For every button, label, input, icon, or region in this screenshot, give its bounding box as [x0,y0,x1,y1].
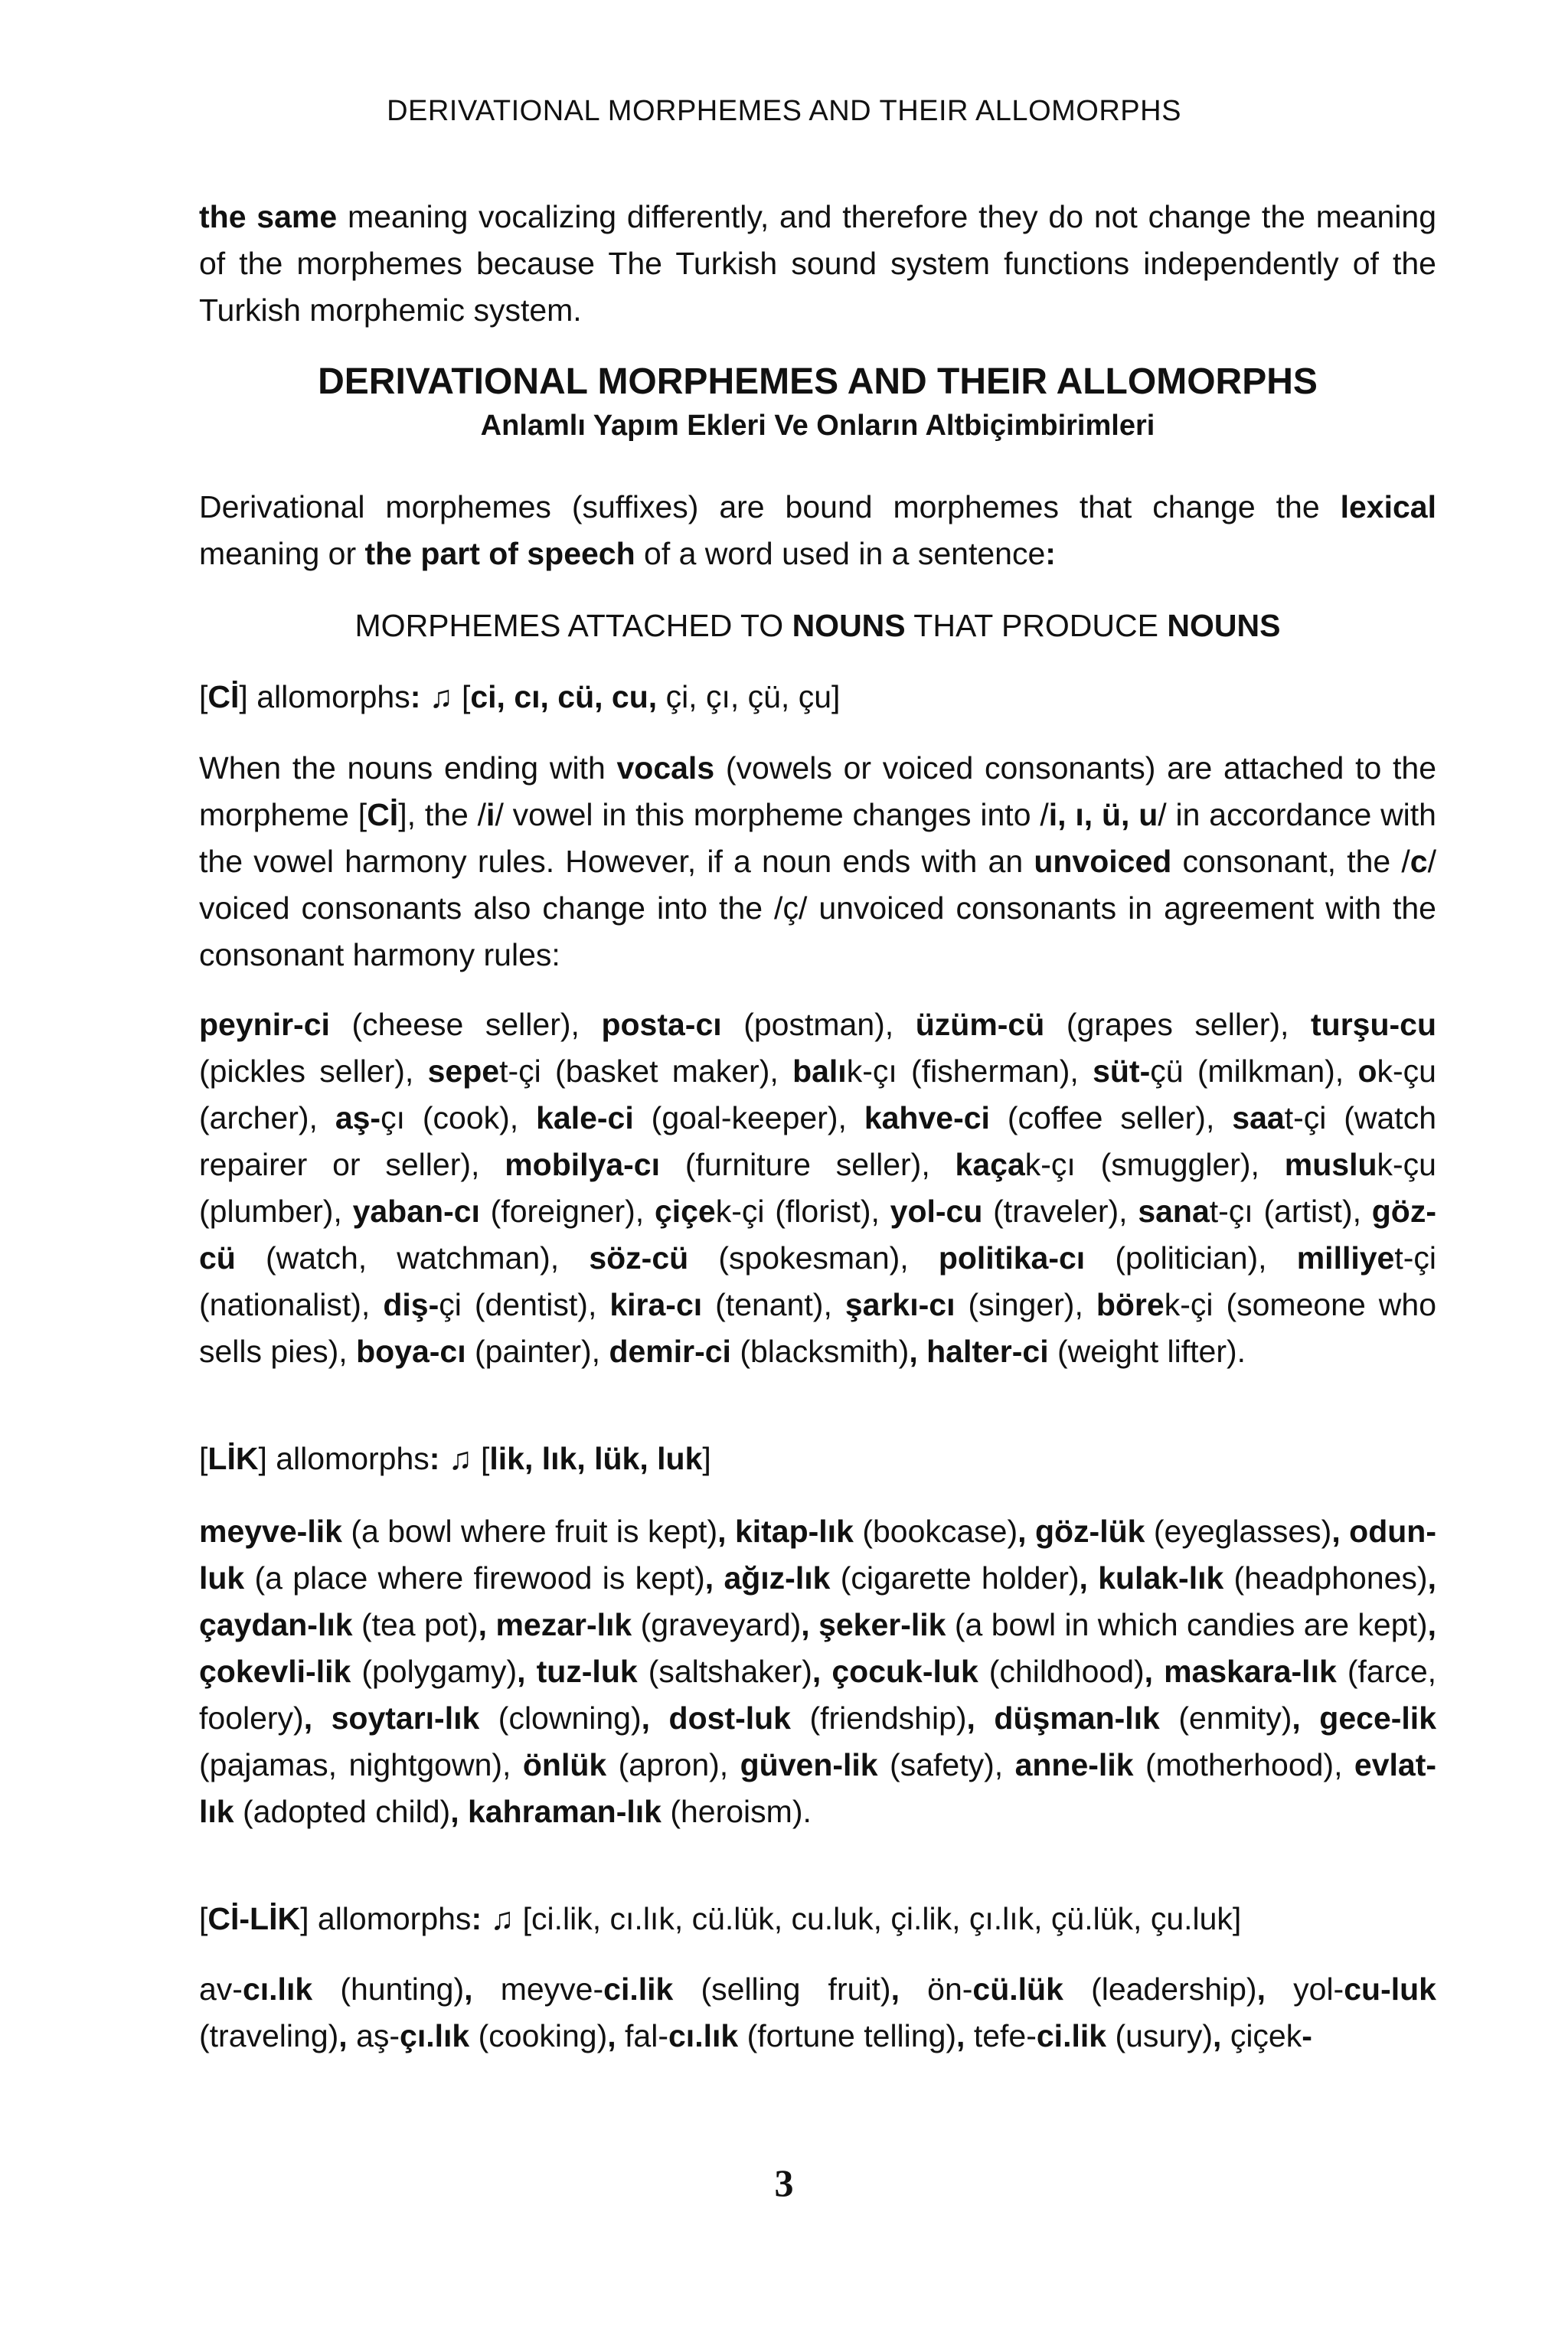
ci-allomorphs-block [199,674,1436,720]
text-run: meyve- [472,1971,604,2007]
text-run: t-çi (nationalist), [199,1240,1436,1322]
bold-term: o [1357,1054,1377,1089]
bold-term: unvoiced [1034,844,1172,879]
text-run: (grapes seller), [1044,1007,1311,1042]
text-run: (bookcase) [853,1514,1018,1549]
text-run: (selling fruit) [673,1971,891,2007]
text-run: (goal-keeper), [633,1100,864,1135]
text-run: (headphones) [1223,1560,1428,1596]
bold-term: kale-ci [536,1100,634,1135]
bold-term: , [890,1971,900,2007]
text-run: (eyeglasses) [1145,1514,1332,1549]
text-run: (vowels or voiced consonants) are attached to the morpheme [ [199,750,1436,832]
bold-term: diş- [383,1287,439,1322]
bold-term: cı.lık [242,1971,313,2007]
bold-term: kira-cı [609,1287,703,1322]
text-run: When the nouns ending with [199,750,617,786]
section-label-bold: NOUNS [792,608,906,643]
allomorphs-label: ] allomorphs [258,1441,430,1476]
text-run: yol- [1265,1971,1344,2007]
bold-term: önlük [522,1747,607,1782]
lik-examples-block [199,1508,1436,1835]
bold-term: balı [792,1054,847,1089]
bold-term: sepe [427,1054,500,1089]
text-run: k-çi (someone who sells pies), [199,1287,1436,1369]
allomorphs-label: ] allomorphs [239,679,410,714]
bold-term: , halter-ci [909,1334,1049,1369]
section-label-text: THAT PRODUCE [905,608,1168,643]
section-subtitle: Anlamlı Yapım Ekleri Ve Onların Altbiçimbirimleri [480,410,1155,442]
definition-block [199,484,1436,577]
bracket: [ [199,679,208,714]
text-run: (heroism). [661,1794,812,1829]
bold-term: saa [1232,1100,1285,1135]
bold-term: , kulak-lık [1079,1560,1224,1596]
bold-term: milliye [1296,1240,1395,1276]
bold-term: şarkı-cı [844,1287,956,1322]
bold-term: , gece-lik [1292,1700,1436,1736]
text-run: k-çı (fisherman), [846,1054,1093,1089]
section-label-bold: NOUNS [1167,608,1281,643]
text-run: (friendship) [790,1700,967,1736]
bold-term: ci.lik [603,1971,674,2007]
text-run: (traveling) [199,2018,339,2053]
text-run: (cigarette holder) [830,1560,1080,1596]
bold-term: cu-luk [1344,1971,1436,2007]
bold-term: , maskara-lık [1144,1654,1337,1689]
text-run: (coffee seller), [989,1100,1233,1135]
bold-term: , [607,2018,616,2053]
text-run: çi (dentist), [439,1287,610,1322]
bold-term: , [1213,2018,1222,2053]
bold-term: demir-ci [609,1334,731,1369]
ci-allomorphs-line [199,674,1436,720]
bold-term: turşu-cu [1311,1007,1436,1042]
text-run: aş- [347,2018,400,2053]
text-run: ön- [899,1971,973,2007]
colon: : [471,1901,482,1936]
text-run: (leadership) [1063,1971,1257,2007]
text-run: (safety), [877,1747,1015,1782]
text-run: k-çı (smuggler), [1024,1147,1285,1182]
definition-colon: : [1045,536,1056,571]
text-run: (childhood) [978,1654,1145,1689]
bold-term: yol-cu [890,1194,983,1229]
cilik-allomorphs-block [199,1896,1436,1942]
bold-term: ci.lik [1036,2018,1107,2053]
bold-term: i, ı, ü, u [1048,797,1158,832]
text-run: fal- [616,2018,668,2053]
text-run: ], the / [398,797,487,832]
bold-term: güven-lik [740,1747,878,1782]
section-label-block [199,603,1436,648]
bold-term: - [1302,2018,1312,2053]
bold-term: sana [1138,1194,1210,1229]
text-run: (postman), [721,1007,916,1042]
text-run: (usury) [1106,2018,1214,2053]
bold-term: , soytarı-lık [303,1700,480,1736]
morpheme-name: Cİ [207,679,240,714]
text-run: / in accordance with the vowel harmony rules. However, if a noun ends with an [199,797,1436,879]
text-run: çı (cook), [381,1100,537,1135]
intro-paragraph [199,194,1436,334]
bold-term: , ağız-lık [704,1560,831,1596]
bold-term: , dost-luk [641,1700,791,1736]
bold-term: , [338,2018,348,2053]
text-run: tefe- [965,2018,1037,2053]
colon: : [429,1441,440,1476]
text-run: (spokesman), [688,1240,939,1276]
bold-term: , düşman-lık [966,1700,1160,1736]
bold-term: üzüm-cü [915,1007,1045,1042]
text-run: (adopted child) [234,1794,451,1829]
ci-examples-block [199,1001,1436,1375]
bold-term: i [486,797,495,832]
bold-term: , göz-lük [1018,1514,1145,1549]
text-run: (motherhood), [1133,1747,1354,1782]
bold-term: kaça [955,1147,1025,1182]
bold-term: , [1256,1971,1266,2007]
bold-term: kahve-ci [864,1100,990,1135]
lik-examples-paragraph [199,1508,1436,1835]
text-run: / voiced consonants also change into the /ç/ unvoiced consonants in agreement with the consonant harmony rules: [199,844,1437,972]
text-run: (tea pot) [352,1607,479,1642]
text-run: (a bowl in which candies are kept) [946,1607,1428,1642]
bold-term: , tuz-luk [517,1654,638,1689]
allomorph-list: [ci.lik, cı.lık, cü.lük, cu.luk, çi.lik, çı.lık, çü.lük, çu.luk] [514,1901,1242,1936]
bold-term: cü.lük [972,1971,1063,2007]
section-label-text: MORPHEMES ATTACHED TO [354,608,792,643]
text-run: (cheese seller), [329,1007,602,1042]
running-head: DERIVATIONAL MORPHEMES AND THEIR ALLOMORPHS [387,95,1181,127]
bold-term: göz-cü [199,1194,1436,1276]
bold-term: , kahraman-lık [450,1794,662,1829]
bold-term: çiçe [654,1194,716,1229]
bold-term: , çokevli-lik [199,1607,1436,1689]
bracket: [ [472,1441,490,1476]
allomorph-list-bold: ci, cı, cü, cu, [470,679,658,714]
text-run: (tenant), [702,1287,845,1322]
text-run: / vowel in this morpheme changes into / [495,797,1049,832]
bold-term: , çaydan-lık [199,1560,1436,1642]
text-run: k-çu (plumber), [199,1147,1436,1229]
bold-term: muslu [1284,1147,1377,1182]
bold-term: süt- [1093,1054,1151,1089]
intro-lead: the same [199,199,338,234]
colon: : [410,679,421,714]
allomorph-list: çi, çı, çü, çu] [657,679,841,714]
bold-term: vocals [616,750,715,786]
section-label [199,603,1436,648]
bold-term: , kitap-lık [717,1514,854,1549]
text-run: (painter), [466,1334,609,1369]
bold-term: , [956,2018,965,2053]
text-run: t-çi (watch repairer or seller), [199,1100,1437,1182]
text-run: (fortune telling) [738,2018,957,2053]
bold-term: çı.lık [400,2018,470,2053]
bold-term: posta-cı [601,1007,722,1042]
definition-paragraph [199,484,1436,577]
bold-term: boya-cı [356,1334,466,1369]
text-run: k-çi (florist), [715,1194,890,1229]
definition-text: meaning or [199,536,365,571]
music-note-icon: ♫ [448,1441,472,1476]
bold-term: yaban-cı [352,1194,480,1229]
bracket: [ [199,1901,208,1936]
bold-term: böre [1096,1287,1165,1322]
text-run: t-çi (basket maker), [499,1054,793,1089]
text-run: (watch, watchman), [235,1240,590,1276]
text-run: av- [199,1971,243,2007]
bold-term: meyve-lik [199,1514,342,1549]
text-run: (pickles seller), [199,1054,428,1089]
text-run: consonant, the / [1171,844,1410,879]
definition-term: lexical [1340,489,1436,524]
definition-text: Derivational morphemes (suffixes) are bound morphemes that change the [199,489,1341,524]
heading-block [199,358,1436,446]
text-run: (cooking) [469,2018,608,2053]
text-run: (politician), [1085,1240,1297,1276]
bold-term: , mezar-lık [478,1607,632,1642]
bold-term: c [1410,844,1428,879]
allomorph-list: ] [702,1441,711,1476]
cilik-allomorphs-line [199,1896,1436,1942]
allomorphs-label: ] allomorphs [300,1901,472,1936]
music-note-icon: ♫ [490,1901,514,1936]
ci-rule-block [199,745,1436,978]
morpheme-name: Cİ-LİK [207,1901,301,1936]
bold-term: anne-lik [1014,1747,1134,1782]
definition-term: the part of speech [364,536,635,571]
ci-rule-paragraph [199,745,1436,978]
body-text [199,194,1436,334]
bold-term: evlat-lık [199,1747,1437,1829]
bold-term: , çocuk-luk [812,1654,978,1689]
text-run: (pajamas, nightgown), [199,1747,523,1782]
text-run: (foreigner), [479,1194,655,1229]
bold-term: peynir-ci [199,1007,330,1042]
section-title: DERIVATIONAL MORPHEMES AND THEIR ALLOMORPHS [318,361,1318,402]
bold-term: , [464,1971,473,2007]
bold-term: söz-cü [589,1240,689,1276]
text-run: (a place where firewood is kept) [244,1560,705,1596]
bold-term: Cİ [367,797,399,832]
text-run: (a bowl where fruit is kept) [341,1514,718,1549]
bold-term: politika-cı [938,1240,1086,1276]
lik-allomorphs-line [199,1436,1436,1481]
morpheme-name: LİK [207,1441,259,1476]
definition-text: of a word used in a sentence [635,536,1046,571]
text-run: (traveler), [982,1194,1138,1229]
text-run: k-çu (archer), [199,1054,1436,1135]
text-run: (weight lifter). [1048,1334,1246,1369]
text-run: (furniture seller), [660,1147,956,1182]
text-run: (blacksmith) [730,1334,910,1369]
bold-term: cı.lık [668,2018,739,2053]
ci-examples-paragraph [199,1001,1436,1375]
allomorph-list-bold: lik, lık, lük, luk [489,1441,703,1476]
text-run: (hunting) [312,1971,465,2007]
text-run: çiçek [1221,2018,1302,2053]
text-run: (apron), [606,1747,740,1782]
text-run: (graveyard) [632,1607,802,1642]
text-run: çü (milkman), [1150,1054,1358,1089]
intro-rest: meaning vocalizing differently, and therefore they do not change the meaning of the morphemes because The Turkish sound system functions independently of the Turkish morphemic system. [199,199,1436,328]
music-note-icon: ♫ [429,679,453,714]
lik-allomorphs-block [199,1436,1436,1481]
text-run: (farce, foolery) [199,1654,1437,1736]
text-run: (saltshaker) [637,1654,812,1689]
text-run: (singer), [955,1287,1096,1322]
cilik-examples-paragraph [199,1966,1436,2060]
text-run: (clowning) [479,1700,642,1736]
bold-term: , odun-luk [199,1514,1436,1596]
page-number: 3 [774,2161,794,2204]
bracket: [ [199,1441,208,1476]
cilik-examples-block [199,1966,1436,2060]
bracket: [ [452,679,471,714]
text-run: t-çı (artist), [1209,1194,1372,1229]
text-run: (enmity) [1159,1700,1292,1736]
text-run: (polygamy) [351,1654,518,1689]
bold-term: , şeker-lik [801,1607,946,1642]
bold-term: mobilya-cı [505,1147,660,1182]
bold-term: aş- [335,1100,381,1135]
